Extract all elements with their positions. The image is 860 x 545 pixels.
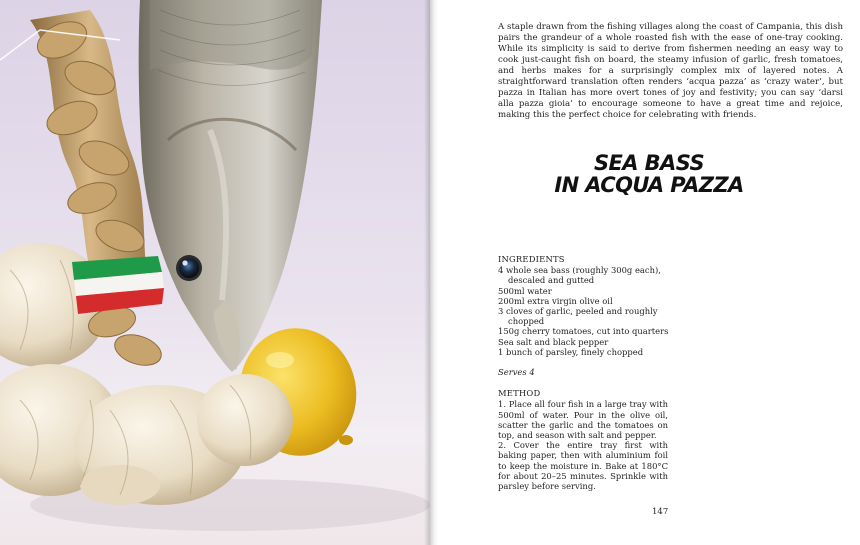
ingredients-list [498,265,678,357]
title-line-2: IN ACQUA PAZZA [554,173,744,197]
method-steps [498,399,668,491]
italian-flag-ribbon [72,256,164,314]
ingredient-item: Sea salt and black pepper [498,336,609,347]
method-step: 1. Place all four fish in a large tray with 500ml of water. Pour in the olive oil, scatter the garlic and the tomatoes on top, and season with salt and pepper. [498,399,668,441]
ingredients-heading: INGREDIENTS [498,254,565,264]
intro-paragraph: A staple drawn from the fishing villages along the coast of Campania, this dish pairs the grandeur of a whole roasted fish with the ease of one-tray cooking. While its simplicity is said to derive from fishermen needing an easy way to cook just-caught fish on board, the steamy infusion of garlic, fresh tomatoes, and herbs makes for a surprisingly complex mix of layered notes. A straightforward translation often renders ‘acqua pazza’ as ‘crazy water’, but pazza in Italian has more overt tones of joy and festivity; you can say ‘darsi alla pazza gioia’ to encourage someone to have a great time and rejoice, making this the perfect choice for celebrating with friends. [498,22,843,120]
method-heading: METHOD [498,388,541,399]
method-step: 2. Cover the entire tray first with baking paper, then with aluminium foil to keep the moisture in. Bake at 180°C for about 20–25 minutes. Sprinkle with parsley before serving. [498,440,668,492]
sea-bass [139,0,322,372]
ingredient-item: 3 cloves of garlic, peeled and roughly chopped [498,306,658,327]
recipe-body [498,254,678,491]
recipe-page [438,0,860,545]
ingredient-item: 200ml extra virgin olive oil [498,295,613,306]
recipe-title [438,152,860,196]
ingredient-item: 1 bunch of parsley, finely chopped [498,346,644,357]
ingredient-item: 500ml water [498,285,552,296]
book-gutter [424,0,438,545]
ingredient-item: 4 whole sea bass (roughly 300g each), descaled and gutted [498,265,661,286]
page-number: 147 [652,507,669,517]
serves-note: Serves 4 [498,367,535,378]
title-line-1: SEA BASS [594,151,704,175]
ingredient-item: 150g cherry tomatoes, cut into quarters [498,326,669,337]
